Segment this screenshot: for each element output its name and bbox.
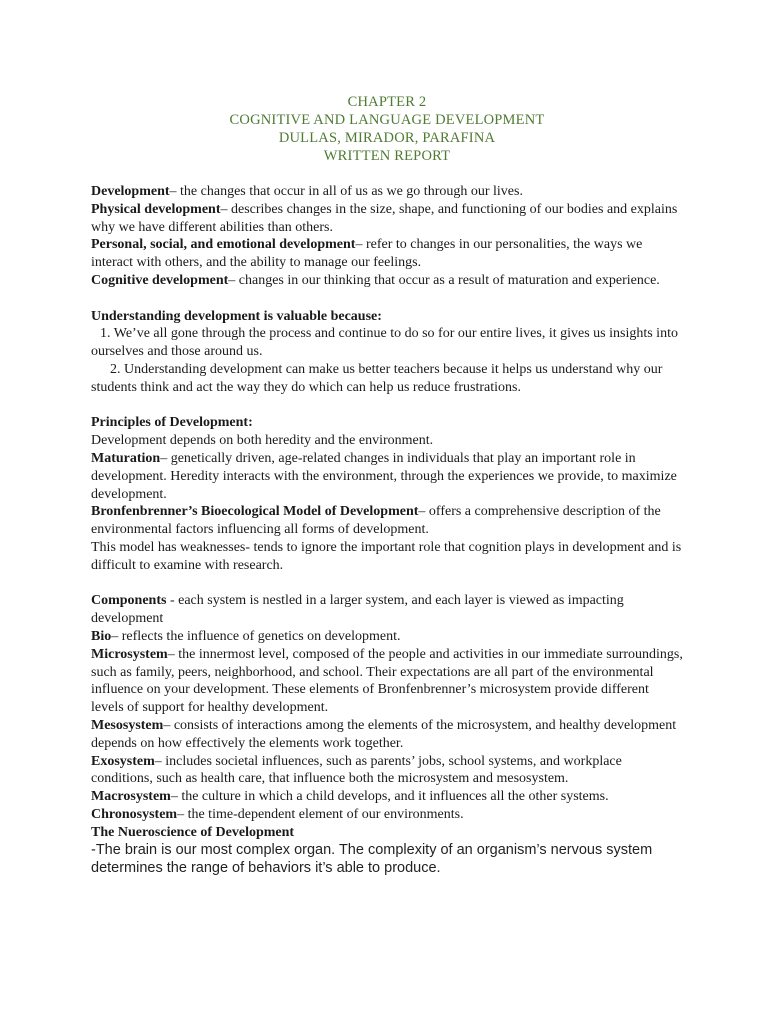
definition-mesosystem	[91, 717, 683, 753]
definition-text: – genetically driven, age-related changes in individuals that play an important role in development. Heredity interacts with the environment, through the experiences we provide, to maximize development.	[91, 450, 677, 502]
definition-components	[91, 592, 683, 628]
definition-text: – reflects the influence of genetics on development.	[111, 628, 401, 644]
definition-personal	[91, 236, 683, 272]
heading-text: Understanding development is valuable because:	[91, 308, 382, 324]
report-type: WRITTEN REPORT	[323, 148, 451, 164]
term-exosystem: Exosystem	[91, 753, 155, 769]
term-macrosystem: Macrosystem	[91, 789, 171, 805]
term-mesosystem: Mesosystem	[91, 717, 164, 733]
term-bio: Bio	[91, 628, 112, 644]
definition-text: - each system is nestled in a larger system, and each layer is viewed as impacting development	[91, 593, 624, 627]
term-bronfenbrenner: Bronfenbrenner’s Bioecological Model of Development	[91, 504, 419, 520]
heading-text: Principles of Development:	[91, 415, 253, 431]
spacer	[91, 397, 683, 415]
definition-chronosystem	[91, 806, 683, 824]
spacer	[91, 575, 683, 593]
definition-bio	[91, 628, 683, 646]
list-item-1: 1. We’ve all gone through the process and continue to do so for our entire lives, it gives us insights into ourselves and those around us.	[91, 326, 678, 360]
term-components: Components	[91, 593, 167, 609]
term-cognitive: Cognitive development	[91, 272, 229, 288]
definition-text: – the changes that occur in all of us as we go through our lives.	[169, 184, 523, 199]
document-body	[91, 183, 683, 877]
authors: DULLAS, MIRADOR, PARAFINA	[278, 130, 496, 146]
definition-text: – refer to changes in our personalities, the ways we interact with others, and the ability to manage our feelings.	[91, 237, 643, 271]
definition-text: – describes changes in the size, shape, and functioning of our bodies and explains why we have different abilities than others.	[91, 201, 678, 235]
definition-physical	[91, 201, 683, 237]
term-personal: Personal, social, and emotional development	[91, 237, 356, 253]
definition-text: – the innermost level, composed of the people and activities in our immediate surroundings, such as family, peers, neighborhood, and school. Their expectations are all part of the environmental influence on your development. These elements of Bronfenbrenner’s microsystem provide different levels of support for healthy development.	[91, 646, 683, 716]
section-heading-understanding	[91, 308, 683, 326]
definition-text: – consists of interactions among the elements of the microsystem, and healthy development depends on how effectively the elements work together.	[91, 717, 677, 751]
neuroscience-text: -The brain is our most complex organ. The complexity of an organism’s nervous system determines the range of behaviors it’s able to produce.	[91, 842, 653, 877]
term-maturation: Maturation	[91, 450, 161, 466]
term-chronosystem: Chronosystem	[91, 806, 178, 822]
definition-maturation	[91, 450, 683, 503]
document-title-block	[91, 93, 683, 165]
term-development: Development	[91, 184, 170, 199]
spacer	[91, 290, 683, 308]
principle-heredity: Development depends on both heredity and the environment.	[91, 433, 434, 449]
definition-development	[91, 183, 683, 201]
term-physical: Physical development	[91, 201, 221, 217]
model-weakness: This model has weaknesses- tends to ignore the important role that cognition plays in development and is difficult to examine with research.	[91, 539, 682, 573]
definition-microsystem	[91, 646, 683, 717]
definition-text: – offers a comprehensive description of the environmental factors influencing all forms of development.	[91, 504, 661, 538]
term-microsystem: Microsystem	[91, 646, 168, 662]
definition-text: – includes societal influences, such as parents’ jobs, school systems, and workplace conditions, such as health care, that influence both the microsystem and mesosystem.	[91, 753, 622, 787]
definition-text: – the culture in which a child develops, and it influences all the other systems.	[170, 789, 609, 805]
definition-exosystem	[91, 753, 683, 789]
section-heading-neuroscience	[91, 824, 683, 842]
list-item-2: 2. Understanding development can make us better teachers because it helps us understand why our students think and act the way they do which can help us reduce frustrations.	[91, 361, 663, 395]
heading-text: The Nueroscience of Development	[91, 824, 295, 840]
definition-text: – changes in our thinking that occur as a result of maturation and experience.	[228, 272, 660, 288]
document-page	[91, 93, 683, 877]
definition-macrosystem	[91, 788, 683, 806]
section-heading-principles	[91, 414, 683, 432]
definition-text: – the time-dependent element of our environments.	[177, 806, 464, 822]
definition-bronfenbrenner	[91, 503, 683, 539]
chapter-number: CHAPTER 2	[347, 94, 427, 110]
chapter-title: COGNITIVE AND LANGUAGE DEVELOPMENT	[229, 112, 545, 128]
definition-cognitive	[91, 272, 683, 290]
